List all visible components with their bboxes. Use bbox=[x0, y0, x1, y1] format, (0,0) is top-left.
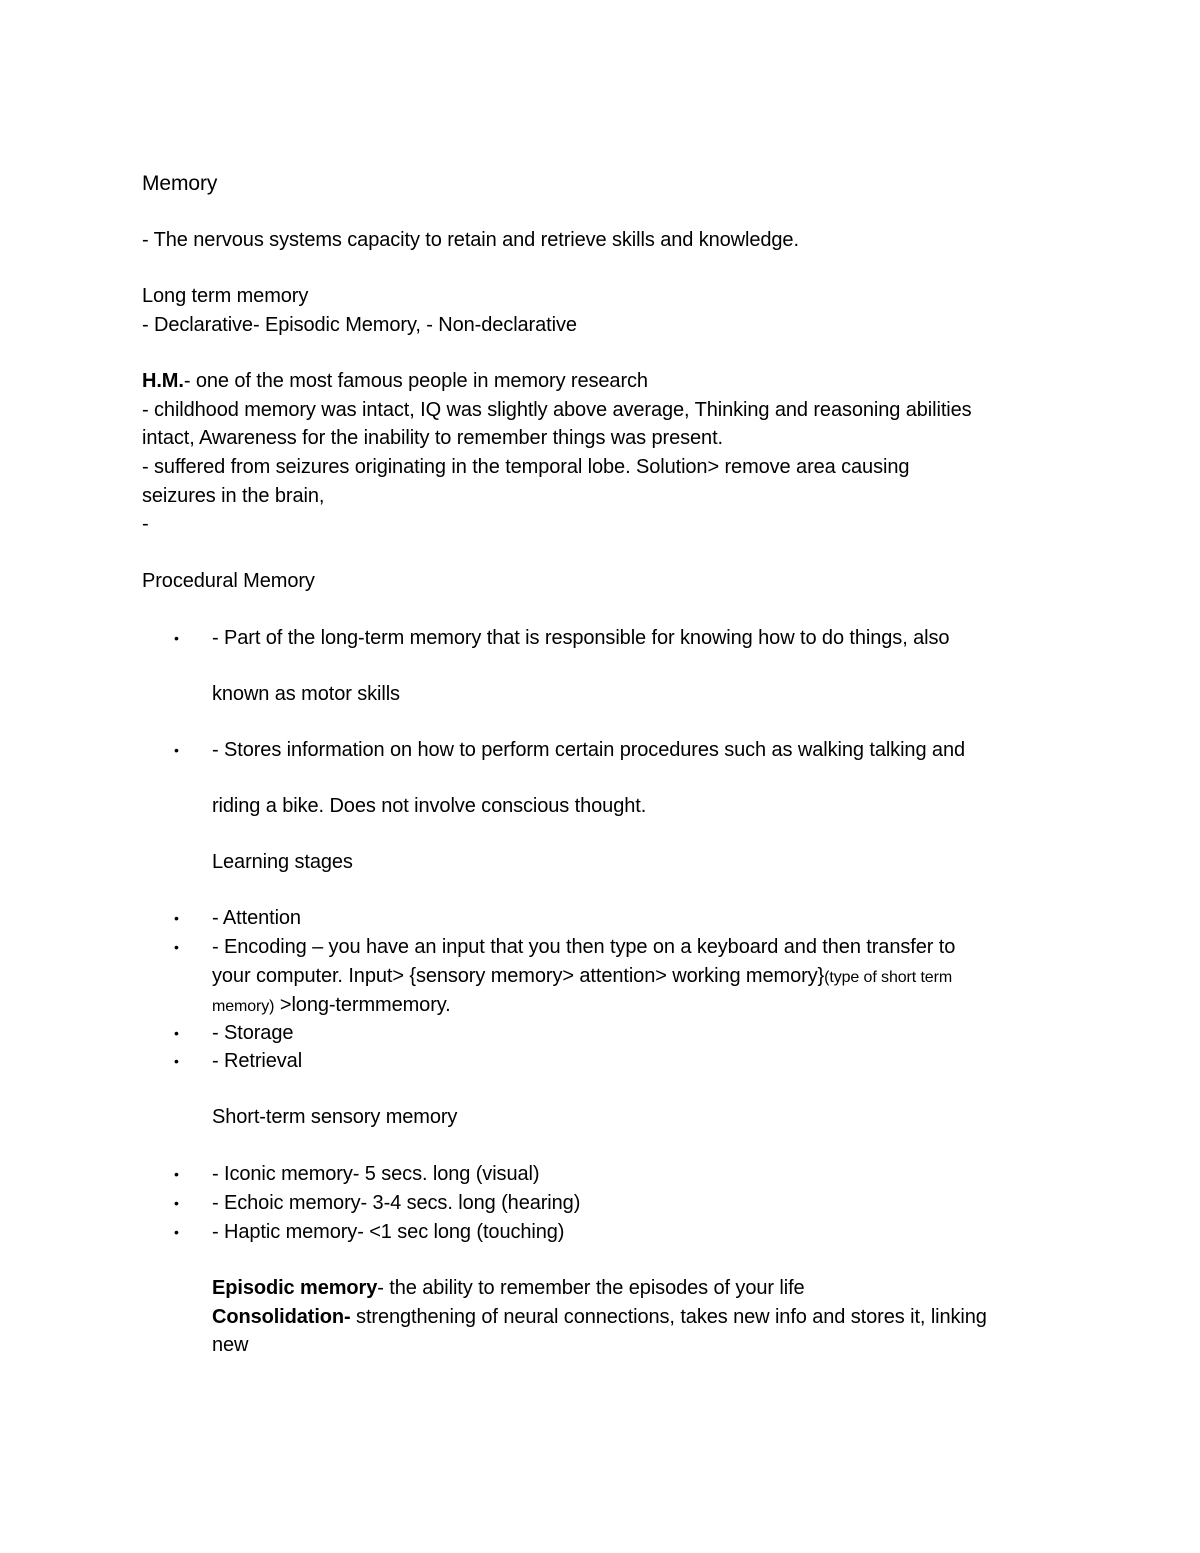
encoding-line-2-text: your computer. Input> {sensory memory> attention> working memory} bbox=[212, 965, 825, 987]
consolidation-text: strengthening of neural connections, takes new info and stores it, linking bbox=[350, 1306, 987, 1328]
bullet-icon: • bbox=[174, 742, 179, 758]
hm-line-3: intact, Awareness for the inability to remember things was present. bbox=[142, 427, 723, 449]
hm-line-1 bbox=[142, 367, 648, 395]
hm-line-1-text: - one of the most famous people in memory research bbox=[183, 370, 648, 392]
procedural-bullet-2-line-1: - Stores information on how to perform certain procedures such as walking talking and bbox=[212, 739, 965, 761]
learning-stage-encoding-line-3 bbox=[212, 991, 451, 1021]
learning-stage-encoding-line-1: - Encoding – you have an input that you then type on a keyboard and then transfer to bbox=[212, 936, 956, 958]
encoding-line-2-note: (type of short term bbox=[824, 969, 953, 986]
bullet-icon: • bbox=[174, 1195, 179, 1211]
learning-stage-encoding-line-2 bbox=[212, 962, 952, 992]
consolidation-label: Consolidation- bbox=[212, 1306, 351, 1328]
hm-label: H.M. bbox=[142, 370, 184, 392]
sensory-memory-heading: Short-term sensory memory bbox=[212, 1106, 458, 1128]
episodic-memory-line bbox=[212, 1274, 805, 1302]
learning-stage-attention: - Attention bbox=[212, 907, 301, 929]
procedural-bullet-1-line-2: known as motor skills bbox=[212, 683, 400, 705]
encoding-line-3-text: >long-termmemory. bbox=[274, 994, 451, 1016]
episodic-label: Episodic memory bbox=[212, 1277, 378, 1299]
sensory-echoic: - Echoic memory- 3-4 secs. long (hearing) bbox=[212, 1192, 581, 1214]
bullet-icon: • bbox=[174, 939, 179, 955]
sensory-iconic: - Iconic memory- 5 secs. long (visual) bbox=[212, 1163, 540, 1185]
procedural-heading: Procedural Memory bbox=[142, 570, 315, 592]
hm-line-5: seizures in the brain, bbox=[142, 485, 325, 507]
hm-line-4: - suffered from seizures originating in the temporal lobe. Solution> remove area causing bbox=[142, 456, 910, 478]
learning-stages-heading: Learning stages bbox=[212, 851, 353, 873]
hm-line-2: - childhood memory was intact, IQ was slightly above average, Thinking and reasoning abilities bbox=[142, 399, 972, 421]
sensory-haptic: - Haptic memory- <1 sec long (touching) bbox=[212, 1221, 565, 1243]
learning-stage-storage: - Storage bbox=[212, 1022, 294, 1044]
encoding-line-3-note: memory) bbox=[212, 998, 275, 1015]
page-title: Memory bbox=[142, 172, 218, 195]
memory-definition: - The nervous systems capacity to retain and retrieve skills and knowledge. bbox=[142, 229, 799, 251]
bullet-icon: • bbox=[174, 630, 179, 646]
procedural-bullet-2-line-2: riding a bike. Does not involve conscious thought. bbox=[212, 795, 647, 817]
bullet-icon: • bbox=[174, 1224, 179, 1240]
long-term-heading: Long term memory bbox=[142, 285, 309, 307]
hm-line-6: - bbox=[142, 513, 149, 535]
learning-stage-retrieval: - Retrieval bbox=[212, 1050, 303, 1072]
procedural-bullet-1-line-1: - Part of the long-term memory that is responsible for knowing how to do things, also bbox=[212, 627, 950, 649]
bullet-icon: • bbox=[174, 1166, 179, 1182]
bullet-icon: • bbox=[174, 1025, 179, 1041]
consolidation-line-2: new bbox=[212, 1334, 249, 1356]
long-term-types: - Declarative- Episodic Memory, - Non-declarative bbox=[142, 314, 577, 336]
bullet-icon: • bbox=[174, 910, 179, 926]
consolidation-line bbox=[212, 1303, 987, 1331]
bullet-icon: • bbox=[174, 1053, 179, 1069]
episodic-text: - the ability to remember the episodes of your life bbox=[377, 1277, 805, 1299]
